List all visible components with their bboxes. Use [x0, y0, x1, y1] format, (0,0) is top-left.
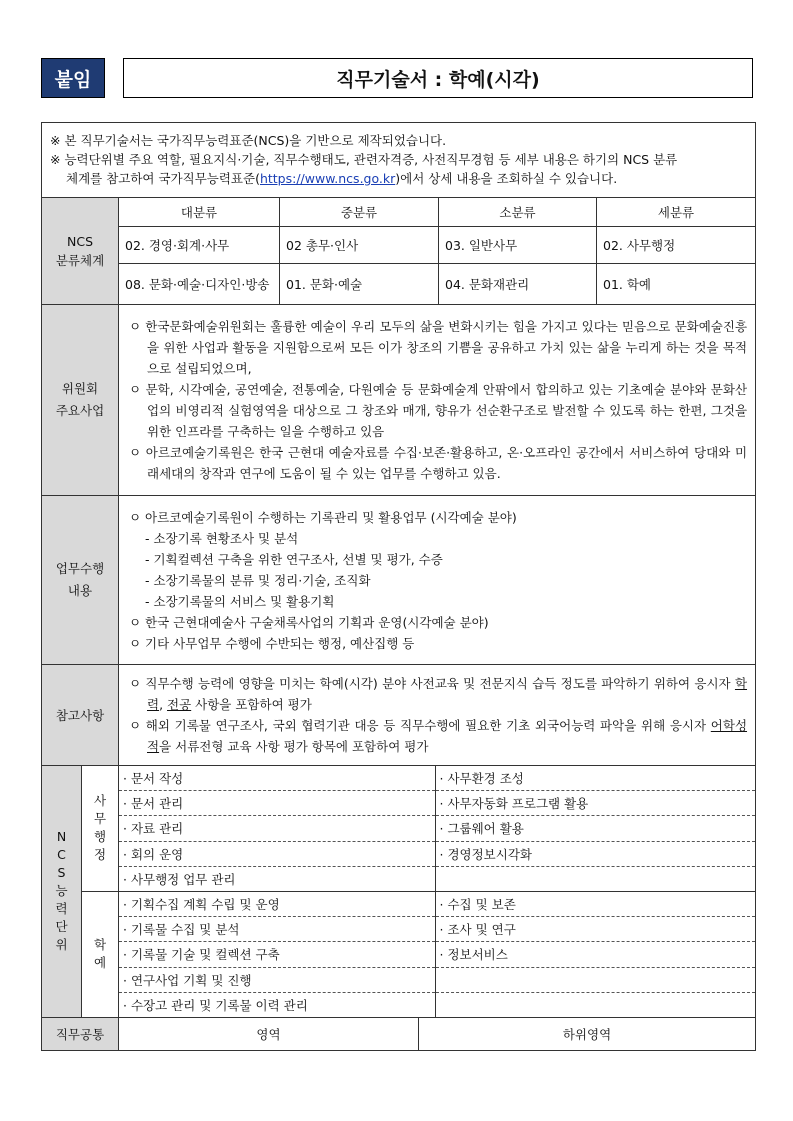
unit-item: · 수집 및 보존 [435, 892, 755, 917]
unit-item: · 수장고 관리 및 기록물 이력 관리 [119, 992, 435, 1017]
job-common-label: 직무공통 [42, 1017, 119, 1050]
page-title: 직무기술서 : 학예(시각) [123, 58, 753, 98]
unit-item [435, 992, 755, 1017]
unit-item: · 기획수집 계획 수립 및 운영 [119, 892, 435, 917]
notice-line-2: ※ 능력단위별 주요 역할, 필요지식·기술, 직무수행태도, 관련자격증, 사전직무경험 등 세부 내용은 하기의 NCS 분류 [50, 152, 678, 167]
unit-item: · 기록물 기술 및 컬렉션 구축 [119, 942, 435, 967]
ncs-classification-label: NCS 분류체계 [42, 198, 119, 305]
unit-group-admin [119, 766, 756, 892]
ncs-cell: 04. 문화재관리 [439, 264, 597, 305]
ncs-cell: 01. 학예 [597, 264, 756, 305]
unit-item: · 연구사업 기획 및 진행 [119, 967, 435, 992]
unit-item: · 사무자동화 프로그램 활용 [435, 791, 755, 816]
curator-units-table [119, 892, 755, 1017]
ncs-header-detail: 세분류 [597, 198, 756, 227]
duties-content [119, 496, 756, 665]
unit-item: · 경영정보시각화 [435, 841, 755, 866]
unit-item: · 회의 운영 [119, 841, 435, 866]
notice-line-3: 체계를 참고하여 국가직무능력표준(https://www.ncs.go.kr)에서 상세 내용을 조회하실 수 있습니다. [66, 171, 618, 186]
unit-item: · 조사 및 연구 [435, 917, 755, 942]
reference-label: 참고사항 [42, 665, 119, 766]
language-score-underline: 어학성적 [147, 718, 748, 754]
ncs-site-link[interactable]: https://www.ncs.go.kr [259, 171, 396, 186]
duty-line: ㅇ 기타 사무업무 수행에 수반되는 행정, 예산집행 등 [129, 635, 415, 651]
unit-item: · 정보서비스 [435, 942, 755, 967]
unit-item: · 문서 작성 [119, 766, 435, 791]
ncs-cell: 02 총무·인사 [280, 227, 439, 264]
committee-item: ㅇ 문학, 시각예술, 공연예술, 전통예술, 다원예술 등 문화예술계 안팎에서 합의하고 있는 기초예술 분야와 문화산업의 비영리적 실험영역을 대상으로 그 창조와 매개, 향유가 선순환구조로 발전할 수 있도록 하는 한편, 그것을 위한 인프라를 구축하는 일을 수행하고 있음 [129, 382, 748, 439]
duty-line: - 소장기록물의 분류 및 정리·기술, 조직화 [145, 572, 371, 588]
unit-group-curator [119, 891, 756, 1017]
reference-item-2: ㅇ 해외 기록물 연구조사, 국외 협력기관 대응 등 직무수행에 필요한 기초 외국어능력 파악을 위해 응시자 어학성적을 서류전형 교육 사항 평가 항목에 포함하여 평가 [129, 718, 748, 754]
duties-label: 업무수행 내용 [42, 496, 119, 665]
duty-line: - 소장기록 현황조사 및 분석 [145, 530, 299, 546]
reference-item-1: ㅇ 직무수행 능력에 영향을 미치는 학예(시각) 분야 사전교육 및 전문지식 습득 정도를 파악하기 위하여 응시자 학력, 전공 사항을 포함하여 평가 [129, 676, 748, 712]
duty-line: - 소장기록물의 서비스 및 활용기획 [145, 593, 335, 609]
admin-units-table [119, 766, 755, 891]
duty-line: ㅇ 아르코예술기록원이 수행하는 기록관리 및 활용업무 (시각예술 분야) [129, 509, 517, 525]
duty-line: ㅇ 한국 근현대예술사 구술채록사업의 기획과 운영(시각예술 분야) [129, 614, 489, 630]
unit-item: · 자료 관리 [119, 816, 435, 841]
reference-content [119, 665, 756, 766]
duty-line: - 기획컬렉션 구축을 위한 연구조사, 선별 및 평가, 수증 [145, 551, 443, 567]
committee-business [119, 305, 756, 496]
committee-item: ㅇ 아르코예술기록원은 한국 근현대 예술자료를 수집·보존·활용하고, 온·오프라인 공간에서 서비스하여 당대와 미래세대의 창작과 연구에 도움이 될 수 있는 업무를 수행하고 있음. [129, 445, 748, 481]
ncs-cell: 02. 경영·회계·사무 [119, 227, 280, 264]
education-underline: 학력 [147, 676, 748, 712]
unit-item: · 사무행정 업무 관리 [119, 866, 435, 891]
job-common-subarea-header: 하위영역 [419, 1017, 756, 1050]
unit-item [435, 866, 755, 891]
committee-label: 위원회 주요사업 [42, 305, 119, 496]
ncs-header-major: 대분류 [119, 198, 280, 227]
major-underline: 전공 [167, 697, 192, 712]
ncs-cell: 03. 일반사무 [439, 227, 597, 264]
job-description-table-wrap [41, 122, 755, 1051]
ncs-cell: 02. 사무행정 [597, 227, 756, 264]
notice-line-1: ※ 본 직무기술서는 국가직무능력표준(NCS)을 기반으로 제작되었습니다. [50, 133, 447, 148]
ncs-header-middle: 중분류 [280, 198, 439, 227]
ncs-header-minor: 소분류 [439, 198, 597, 227]
unit-item: · 기록물 수집 및 분석 [119, 917, 435, 942]
attachment-badge: 붙임 [41, 58, 105, 98]
job-description-table [41, 122, 756, 1051]
ncs-cell: 01. 문화·예술 [280, 264, 439, 305]
ncs-notice [42, 123, 756, 198]
unit-item: · 문서 관리 [119, 791, 435, 816]
unit-item [435, 967, 755, 992]
committee-item: ㅇ 한국문화예술위원회는 훌륭한 예술이 우리 모두의 삶을 변화시키는 힘을 가지고 있다는 믿음으로 문화예술진흥을 위한 사업과 활동을 지원함으로써 모든 이가 창조의 기쁨을 공유하고 가치 있는 삶을 누리게 하는 것을 목적으로 설립되었으며, [129, 319, 748, 376]
unit-item: · 사무환경 조성 [435, 766, 755, 791]
unit-group-admin-label: 사 무 행 정 [82, 766, 119, 892]
ncs-cell: 08. 문화·예술·디자인·방송 [119, 264, 280, 305]
unit-group-curator-label: 학 예 [82, 891, 119, 1017]
ncs-units-label: N C S 능 력 단 위 [42, 766, 82, 1018]
job-common-area-header: 영역 [119, 1017, 419, 1050]
unit-item: · 그룹웨어 활용 [435, 816, 755, 841]
